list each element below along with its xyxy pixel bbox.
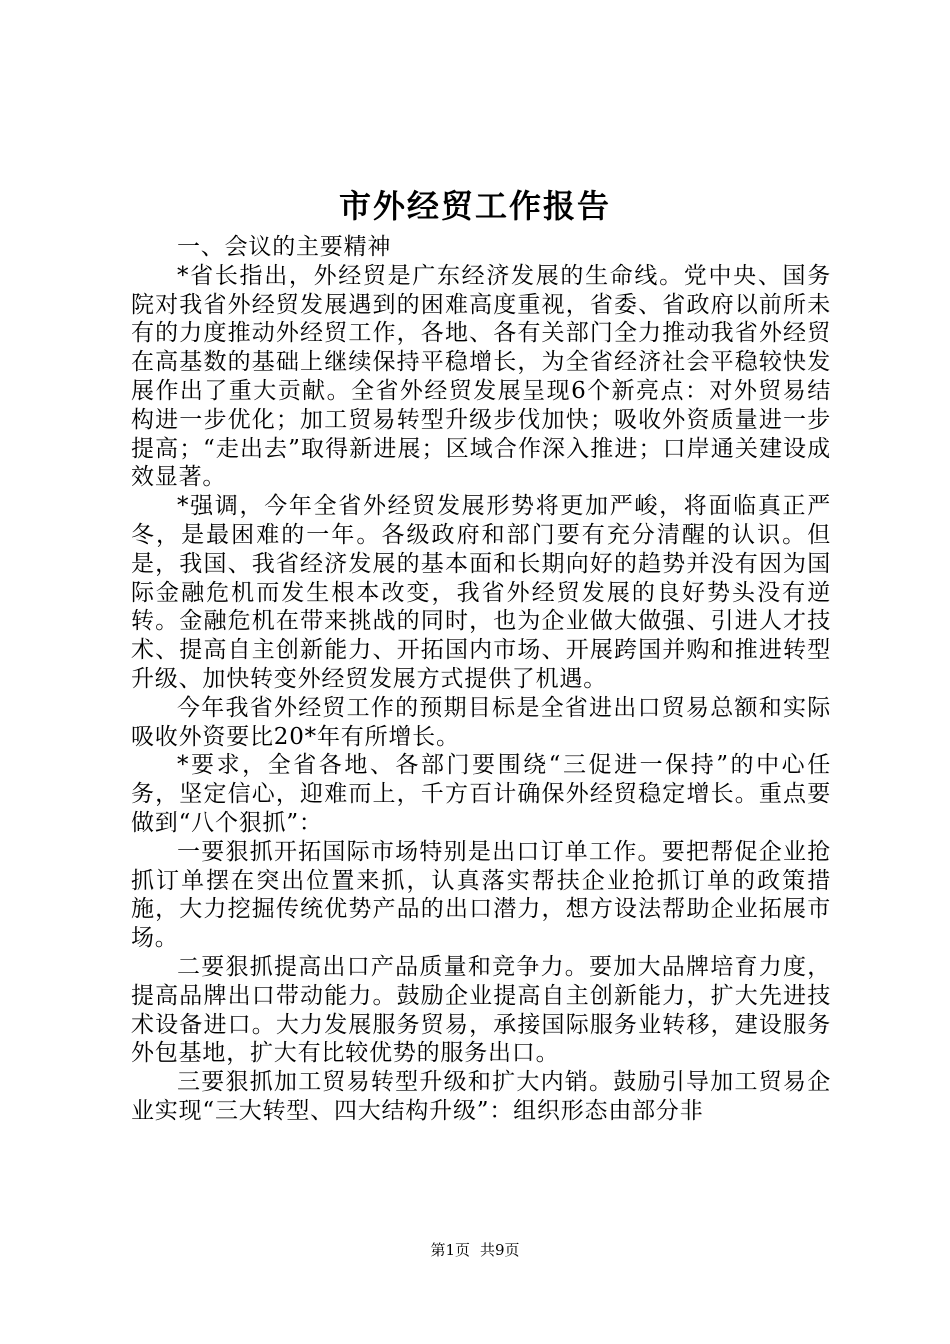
paragraph: *要求，全省各地、各部门要围绕“三促进一保持”的中心任务，坚定信心，迎难而上，千方百计确保外经贸稳定增长。重点要做到“八个狠抓”：	[131, 752, 831, 836]
paragraph: 一要狠抓开拓国际市场特别是出口订单工作。要把帮促企业抢抓订单摆在突出位置来抓，认真落实帮扶企业抢抓订单的政策措施，大力挖掘传统优势产品的出口潜力，想方设法帮助企业拓展市场。	[131, 838, 831, 952]
page-total: 共9页	[480, 1241, 520, 1259]
paragraph: *强调，今年全省外经贸发展形势将更加严峻，将面临真正严冬，是最困难的一年。各级政府和部门要有充分清醒的认识。但是，我国、我省经济发展的基本面和长期向好的趋势并没有因为国际金融危机而发生根本改变，我省外经贸发展的良好势头没有逆转。金融危机在带来挑战的同时，也为企业做大做强、引进人才技术、提高自主创新能力、开拓国内市场、开展跨国并购和推进转型升级、加快转变外经贸发展方式提供了机遇。	[131, 493, 831, 692]
paragraph: 三要狠抓加工贸易转型升级和扩大内销。鼓励引导加工贸易企业实现“三大转型、四大结构升级”：组织形态由部分非	[131, 1069, 831, 1124]
paragraph: 二要狠抓提高出口产品质量和竞争力。要加大品牌培育力度，提高品牌出口带动能力。鼓励企业提高自主创新能力，扩大先进技术设备进口。大力发展服务贸易，承接国际服务业转移，建设服务外包基地，扩大有比较优势的服务出口。	[131, 953, 831, 1067]
paragraph: *省长指出，外经贸是广东经济发展的生命线。党中央、国务院对我省外经贸发展遇到的困难高度重视，省委、省政府以前所未有的力度推动外经贸工作，各地、各有关部门全力推动我省外经贸在高基数的基础上继续保持平稳增长，为全省经济社会平稳较快发展作出了重大贡献。全省外经贸发展呈现6个新亮点：对外贸易结构进一步优化；加工贸易转型升级步伐加快；吸收外资质量进一步提高；“走出去”取得新进展；区域合作深入推进；口岸通关建设成效显著。	[131, 262, 831, 491]
page-footer	[0, 1240, 950, 1260]
paragraph: 今年我省外经贸工作的预期目标是全省进出口贸易总额和实际吸收外资要比20*年有所增长。	[131, 694, 831, 750]
section-heading: 一、会议的主要精神	[177, 234, 392, 260]
page-number: 第1页	[430, 1241, 470, 1259]
document-body	[131, 233, 831, 1126]
document-title: 市外经贸工作报告	[338, 187, 611, 225]
